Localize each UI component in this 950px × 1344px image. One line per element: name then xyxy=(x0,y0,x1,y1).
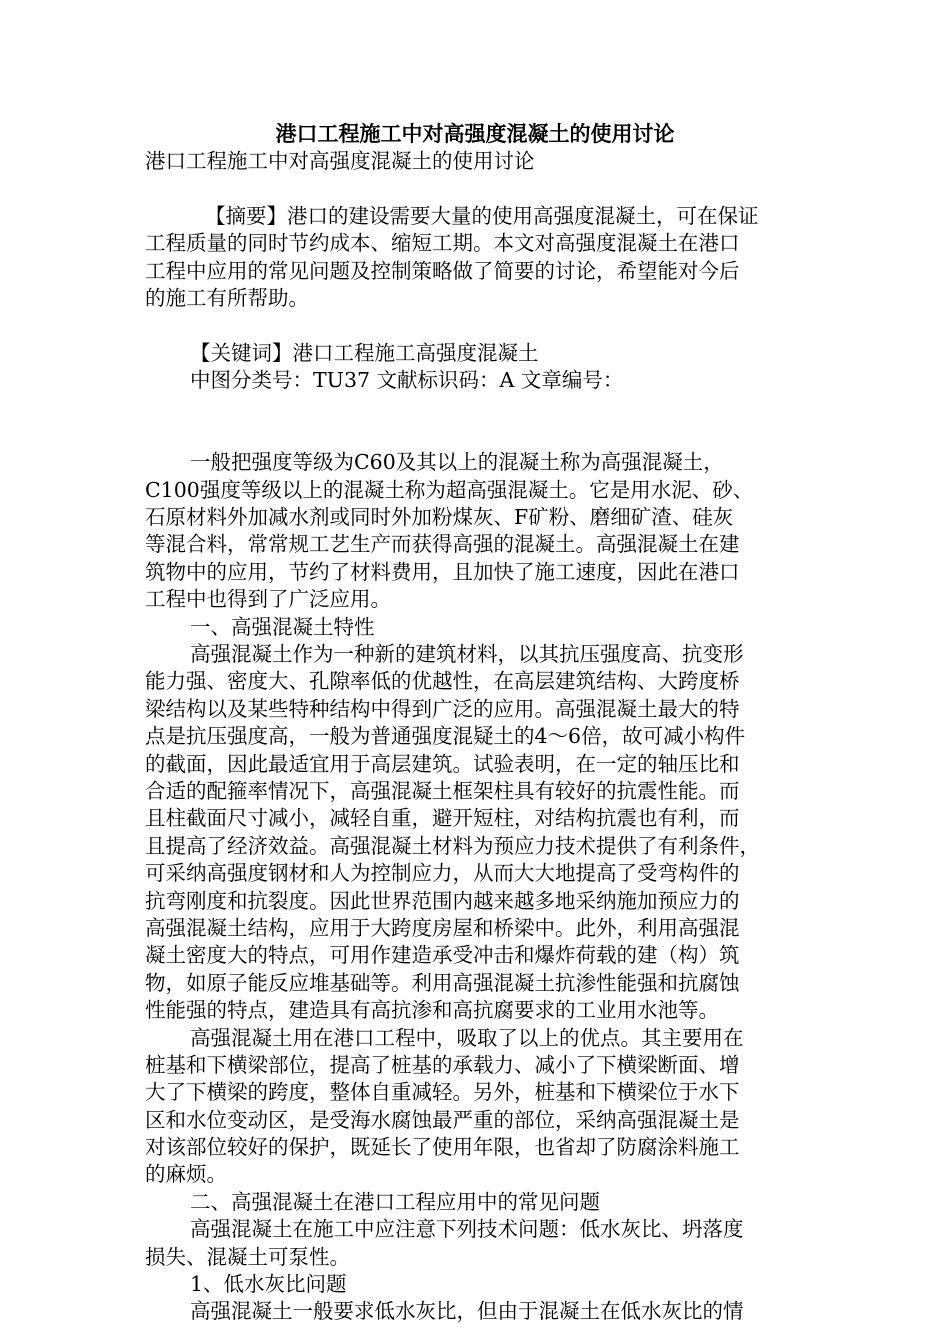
body-line: 合适的配箍率情况下，高强混凝土框架柱具有较好的抗震性能。而 xyxy=(145,779,740,803)
abstract-line: 的施工有所帮助。 xyxy=(145,285,309,310)
intro-paragraph xyxy=(145,449,805,613)
document-title: 港口工程施工中对高强度混凝土的使用讨论 xyxy=(275,121,675,146)
body-line: 的截面，因此最适宜用于高层建筑。试验表明，在一定的轴压比和 xyxy=(145,751,740,776)
body-line: 筑物中的应用，节约了材料费用，且加快了施工速度，因此在港口 xyxy=(145,559,740,584)
body-line: 抗弯刚度和抗裂度。因此世界范围内越来越多地采纳施加预应力的 xyxy=(145,888,740,913)
body-line: 高强混凝土结构，应用于大跨度房屋和桥梁中。此外，利用高强混 xyxy=(145,915,740,940)
body-line: 凝土密度大的特点，可用作建造承受冲击和爆炸荷载的建（构）筑 xyxy=(145,943,740,968)
section-heading: 一、高强混凝土特性 xyxy=(190,614,375,639)
body-line: 性能强的特点，建造具有高抗渗和高抗腐要求的工业用水池等。 xyxy=(145,998,719,1023)
spacer xyxy=(145,395,805,450)
body-line: C100强度等级以上的混凝土称为超高强混凝土。它是用水泥、砂、 xyxy=(145,477,754,502)
body-line: 一般把强度等级为C60及其以上的混凝土称为高强混凝土， xyxy=(190,450,724,475)
body-line: 梁结构以及某些特种结构中得到广泛的应用。高强混凝土最大的特 xyxy=(145,696,740,721)
body-line: 损失、混凝土可泵性。 xyxy=(145,1244,350,1269)
body-line: 等混合料，常常规工艺生产而获得高强的混凝土。高强混凝土在建 xyxy=(145,532,740,557)
body-line: 物，如原子能反应堆基础等。利用高强混凝土抗渗性能强和抗腐蚀 xyxy=(145,970,740,995)
classification: 中图分类号：TU37 文献标识码：A 文章编号： xyxy=(190,368,624,393)
body-line: 能力强、密度大、孔隙率低的优越性，在高层建筑结构、大跨度桥 xyxy=(145,669,740,694)
body-line: 高强混凝土在施工中应注意下列技术问题：低水灰比、坍落度 xyxy=(190,1217,744,1242)
body-line: 的麻烦。 xyxy=(145,1162,227,1187)
body-line: 高强混凝土一般要求低水灰比，但由于混凝土在低水灰比的情 xyxy=(190,1299,744,1324)
section2-paragraph-1 xyxy=(145,1216,805,1271)
section1-paragraph-2 xyxy=(145,1025,805,1189)
keywords: 【关键词】港口工程施工高强度混凝土 xyxy=(190,340,539,365)
abstract-line: 【摘要】港口的建设需要大量的使用高强度混凝土，可在保证 xyxy=(205,203,759,228)
abstract-line: 工程质量的同时节约成本、缩短工期。本文对高强度混凝土在港口 xyxy=(145,231,740,256)
body-line: 区和水位变动区，是受海水腐蚀最严重的部位，采纳高强混凝土是 xyxy=(145,1107,740,1132)
spacer xyxy=(145,312,805,339)
section2-sub1-paragraph xyxy=(145,1298,805,1325)
section-heading: 二、高强混凝土在港口工程应用中的常见问题 xyxy=(190,1189,600,1214)
body-line: 点是抗压强度高，一般为普通强度混疑土的4～6倍，故可减小构件 xyxy=(145,724,746,749)
body-line: 且柱截面尺寸减小，减轻自重，避开短柱，对结构抗震也有利，而 xyxy=(145,806,740,831)
document-subtitle: 港口工程施工中对高强度混凝土的使用讨论 xyxy=(145,149,535,173)
body-line: 大了下横梁的跨度，整体自重减轻。另外，桩基和下横梁位于水下 xyxy=(145,1080,740,1105)
abstract-line: 工程中应用的常见问题及控制策略做了简要的讨论，希望能对今后 xyxy=(145,258,740,283)
body-line: 高强混凝土用在港口工程中，吸取了以上的优点。其主要用在 xyxy=(190,1025,744,1050)
body-line: 对该部位较好的保护，既延长了使用年限，也省却了防腐涂料施工 xyxy=(145,1135,740,1160)
body-line: 工程中也得到了广泛应用。 xyxy=(145,587,391,612)
body-line: 石原材料外加减水剂或同时外加粉煤灰、F矿粉、磨细矿渣、硅灰 xyxy=(145,505,734,530)
document-page xyxy=(145,120,805,1326)
section1-paragraph-1 xyxy=(145,641,805,1024)
body-line: 可采纳高强度钢材和人为控制应力，从而大大地提高了受弯构件的 xyxy=(145,861,740,886)
abstract xyxy=(145,203,805,313)
body-line: 高强混凝土作为一种新的建筑材料，以其抗压强度高、抗变形 xyxy=(190,642,744,667)
body-line: 桩基和下横梁部位，提高了桩基的承载力、减小了下横梁断面、增 xyxy=(145,1052,740,1077)
body-line: 且提高了经济效益。高强混凝土材料为预应力技术提供了有利条件， xyxy=(145,833,760,858)
spacer xyxy=(145,175,805,202)
subsection-heading: 1、低水灰比问题 xyxy=(190,1272,347,1297)
